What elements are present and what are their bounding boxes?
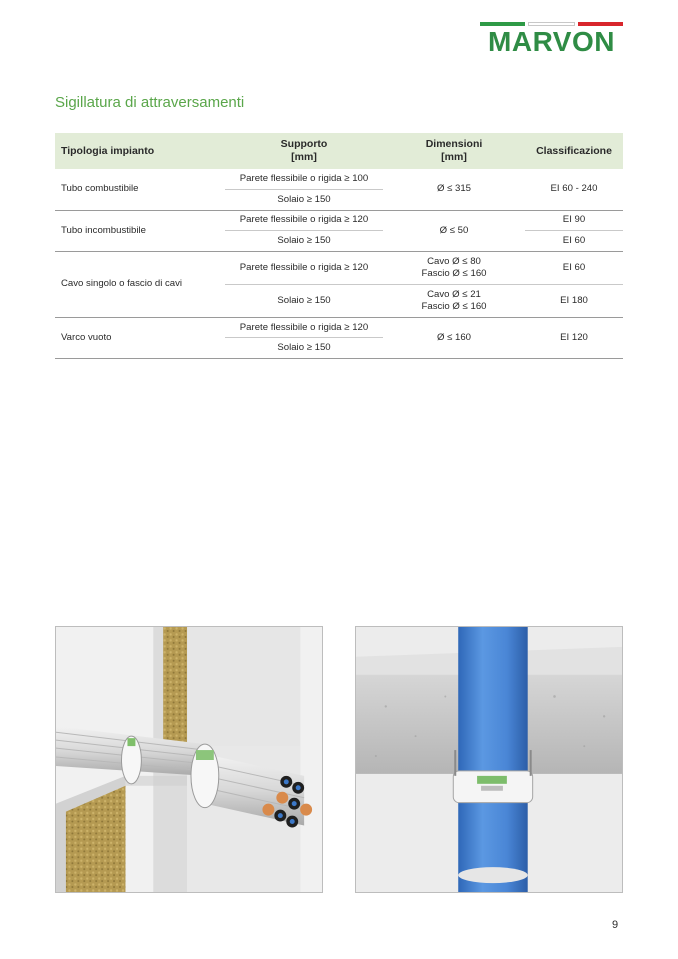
header-dimensions: Dimensioni [mm] bbox=[383, 133, 525, 169]
slab-penetration-image bbox=[355, 626, 623, 893]
brand-logo bbox=[480, 22, 623, 60]
cell-dimensions: Ø ≤ 50 bbox=[383, 210, 525, 251]
cell-classification: EI 180 bbox=[525, 284, 623, 317]
table-row bbox=[55, 251, 623, 284]
logo-wordmark: MARVON bbox=[488, 26, 615, 57]
page-number: 9 bbox=[612, 919, 619, 931]
cell-support: Solaio ≥ 150 bbox=[225, 284, 383, 317]
header-type: Tipologia impianto bbox=[55, 133, 225, 169]
cell-type: Varco vuoto bbox=[55, 317, 225, 358]
wall-penetration-image bbox=[55, 626, 323, 893]
cell-support: Parete flessibile o rigida ≥ 120 bbox=[225, 210, 383, 231]
header-support: Supporto [mm] bbox=[225, 133, 383, 169]
cell-classification: EI 60 bbox=[525, 251, 623, 284]
cell-dimensions: Ø ≤ 160 bbox=[383, 317, 525, 358]
table-row bbox=[55, 210, 623, 231]
header-classification: Classificazione bbox=[525, 133, 623, 169]
cell-support: Parete flessibile o rigida ≥ 120 bbox=[225, 317, 383, 338]
cell-support: Parete flessibile o rigida ≥ 100 bbox=[225, 169, 383, 190]
cell-support: Parete flessibile o rigida ≥ 120 bbox=[225, 251, 383, 284]
cell-support: Solaio ≥ 150 bbox=[225, 190, 383, 211]
cell-classification: EI 120 bbox=[525, 317, 623, 358]
table-row bbox=[55, 317, 623, 338]
cell-dimensions: Cavo Ø ≤ 80 Fascio Ø ≤ 160 bbox=[383, 251, 525, 284]
cell-dimensions: Ø ≤ 315 bbox=[383, 169, 525, 210]
cell-type: Tubo combustibile bbox=[55, 169, 225, 210]
section-title: Sigillatura di attraversamenti bbox=[55, 94, 245, 111]
cell-classification: EI 60 bbox=[525, 231, 623, 252]
table-row bbox=[55, 169, 623, 190]
cell-type: Cavo singolo o fascio di cavi bbox=[55, 251, 225, 317]
cell-classification: EI 90 bbox=[525, 210, 623, 231]
specification-table bbox=[55, 133, 623, 359]
table-header-row bbox=[55, 133, 623, 169]
cell-classification: EI 60 - 240 bbox=[525, 169, 623, 210]
cell-support: Solaio ≥ 150 bbox=[225, 231, 383, 252]
cell-dimensions: Cavo Ø ≤ 21 Fascio Ø ≤ 160 bbox=[383, 284, 525, 317]
cell-support: Solaio ≥ 150 bbox=[225, 338, 383, 359]
cell-type: Tubo incombustibile bbox=[55, 210, 225, 251]
